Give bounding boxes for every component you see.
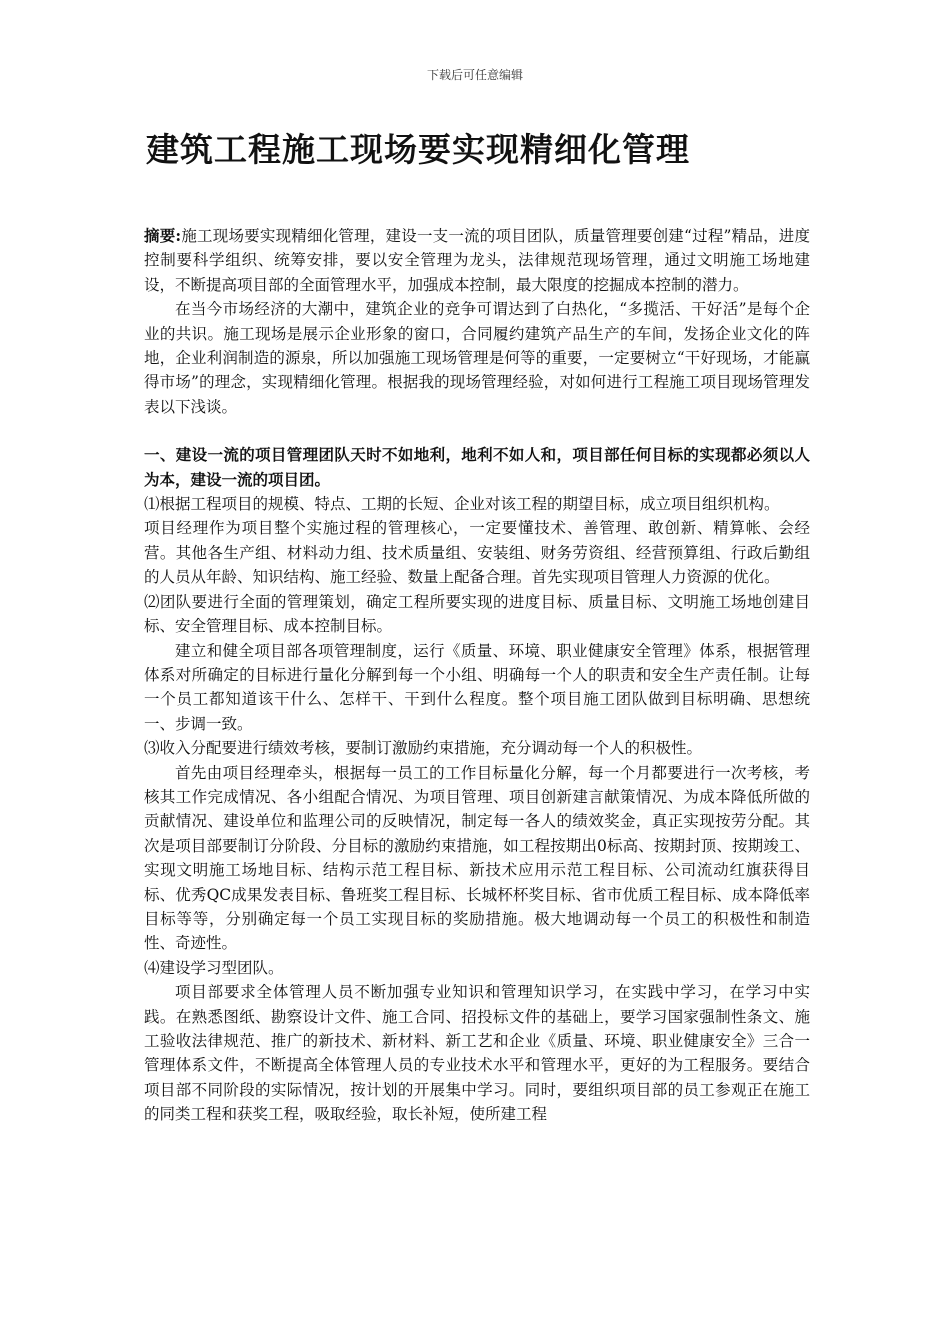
item-4-body: 项目部要求全体管理人员不断加强专业知识和管理知识学习，在实践中学习，在学习中实践。在熟悉图纸、勘察设计文件、施工合同、招投标文件的基础上，要学习国家强制性条文、施工验收法律规范、推广的新技术、新材料、新工艺和企业《质量、环境、职业健康安全》三合一管理体系文件，不断提高全体管理人员的专业技术水平和管理水平，更好的为工程服务。要结合项目部不同阶段的实际情况，按计划的开展集中学习。同时，要组织项目部的员工参观正在施工的同类工程和获奖工程，吸取经验，取长补短，使所建工程 (144, 983, 810, 1124)
item-4-title: ⑷建设学习型团队。 (144, 958, 284, 977)
paragraph-spacer (144, 419, 810, 443)
abstract-text: 施工现场要实现精细化管理，建设一支一流的项目团队，质量管理要创建“过程”精品，进度控制要科学组织、统筹安排，要以安全管理为龙头，法律规范现场管理，通过文明施工场地建设，不断提高项目部的全面管理水平，加强成本控制，最大限度的挖掘成本控制的潜力。 (144, 227, 810, 294)
item-2-body: 建立和健全项目部各项管理制度，运行《质量、环境、职业健康安全管理》体系，根据管理体系对所确定的目标进行量化分解到每一个小组、明确每一个人的职责和安全生产责任制。让每一个员工都知道该干什么、怎样干、干到什么程度。整个项目施工团队做到目标明确、思想统一、步调一致。 (144, 641, 810, 733)
item-2-title: ⑵团队要进行全面的管理策划，确定工程所要实现的进度目标、质量目标、文明施工场地创建目标、安全管理目标、成本控制目标。 (144, 592, 810, 636)
item-1-body: 项目经理作为项目整个实施过程的管理核心，一定要懂技术、善管理、敢创新、精算帐、会经营。其他各生产组、材料动力组、技术质量组、安装组、财务劳资组、经营预算组、行政后勤组的人员从年龄、知识结构、施工经验、数量上配备合理。首先实现项目管理人力资源的优化。 (144, 519, 810, 587)
item-3-body: 首先由项目经理牵头，根据每一员工的工作目标量化分解，每一个月都要进行一次考核，考核其工作完成情况、各小组配合情况、为项目管理、项目创新建言献策情况、为成本降低所做的贡献情况、建设单位和监理公司的反映情况，制定每一各人的绩效奖金，真正实现按劳分配。其次是项目部要制订分阶段、分目标的激励约束措施，如工程按期出0标高、按期封顶、按期竣工、实现文明施工场地目标、结构示范工程目标、新技术应用示范工程目标、公司流动红旗获得目标、优秀QC成果发表目标、鲁班奖工程目标、长城杯杯奖目标、省市优质工程目标、成本降低率目标等等，分别确定每一个员工实现目标的奖励措施。极大地调动每一个员工的积极性和制造性、奇迹性。 (144, 763, 810, 953)
abstract-label: 摘要: (144, 226, 182, 245)
header-note: 下载后可任意编辑 (426, 68, 523, 82)
item-3-title: ⑶收入分配要进行绩效考核，要制订激励约束措施，充分调动每一个人的积极性。 (144, 739, 703, 758)
intro-paragraph: 在当今市场经济的大潮中，建筑企业的竞争可谓达到了白热化，“多揽活、干好活”是每个企业的共识。施工现场是展示企业形象的窗口，合同履约建筑产品生产的车间，发扬企业文化的阵地，企业利润制造的源泉，所以加强施工现场管理是何等的重要，一定要树立“干好现场，才能赢得市场”的理念，实现精细化管理。根据我的现场管理经验，对如何进行工程施工项目现场管理发表以下浅谈。 (144, 300, 810, 416)
document-body (144, 224, 810, 1127)
item-1-title: ⑴根据工程项目的规模、特点、工期的长短、企业对该工程的期望目标，成立项目组织机构。 (144, 495, 780, 514)
section-heading: 一、建设一流的项目管理团队天时不如地利，地利不如人和，项目部任何目标的实现都必须以人为本，建设一流的项目团。 (144, 445, 810, 489)
abstract-paragraph (144, 224, 810, 297)
document-title: 建筑工程施工现场要实现精细化管理 (146, 130, 690, 169)
